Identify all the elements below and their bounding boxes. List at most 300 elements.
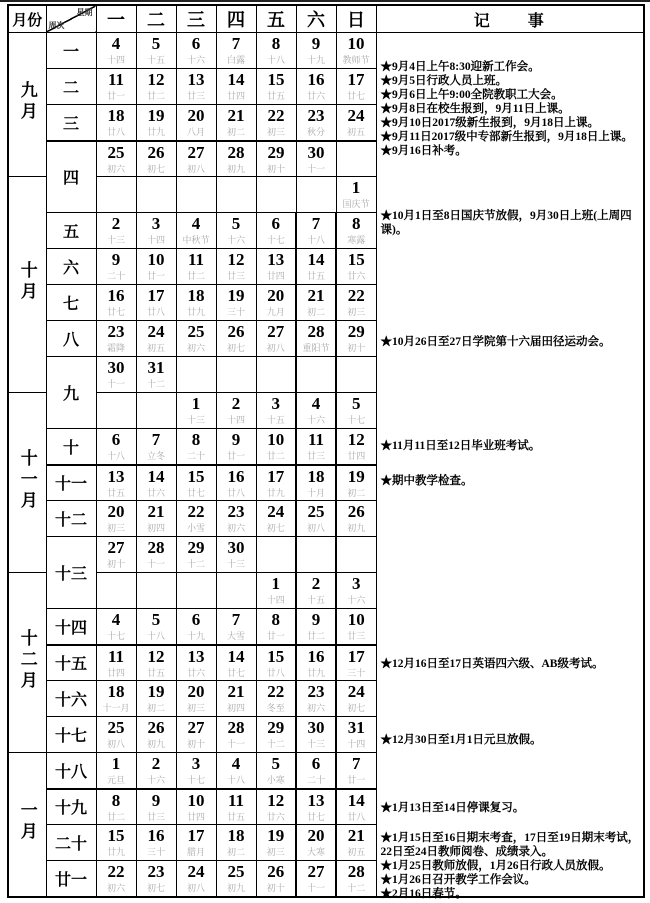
date-cell [96, 33, 136, 69]
date-number: 11 [227, 790, 245, 810]
date-cell [96, 69, 136, 105]
date-cell [336, 573, 376, 609]
lunar-date-label: 初六 [306, 703, 325, 713]
lunar-date-label: 初六 [106, 883, 125, 893]
lunar-date-label: 初三 [106, 523, 125, 533]
lunar-date-label: 初九 [347, 523, 366, 533]
date-cell [136, 285, 176, 321]
lunar-date-label: 廿五 [106, 487, 125, 498]
date-number: 10 [347, 34, 365, 53]
date-cell [136, 69, 176, 105]
date-cell [176, 105, 216, 141]
date-cell [216, 753, 256, 789]
date-number: 18 [187, 286, 205, 305]
date-cell [256, 393, 296, 429]
date-number: 26 [267, 862, 285, 881]
date-number: 17 [347, 646, 365, 666]
date-number: 5 [151, 34, 161, 53]
date-number: 27 [187, 718, 205, 737]
date-number: 11 [187, 250, 205, 269]
date-number [257, 537, 296, 557]
lunar-date-label: 元旦 [106, 775, 125, 785]
date-cell [256, 645, 296, 681]
lunar-date-label: 初六 [106, 163, 125, 174]
date-cell [96, 609, 136, 645]
date-cell [136, 213, 176, 249]
lunar-date-label: 腊月 [186, 847, 205, 857]
lunar-date-label: 三十 [347, 667, 366, 678]
date-number: 29 [187, 538, 205, 557]
lunar-date-label: 初八 [266, 343, 285, 353]
lunar-date-label: 廿四 [186, 811, 205, 822]
note-line: ★期中教学检查。 [380, 475, 473, 487]
lunar-date-label: 十六 [146, 775, 165, 785]
date-cell [136, 429, 176, 465]
lunar-date-label: 初五 [346, 127, 365, 137]
date-cell [96, 285, 136, 321]
date-number: 22 [187, 502, 205, 521]
date-number: 20 [187, 682, 205, 701]
date-number: 19 [347, 466, 365, 486]
date-cell [336, 321, 376, 357]
lunar-date-label: 廿七 [106, 307, 125, 317]
date-cell [256, 501, 296, 537]
lunar-date-label: 廿一 [347, 775, 366, 785]
date-number: 14 [227, 646, 245, 666]
date-cell [96, 141, 136, 177]
lunar-date-label: 廿八 [106, 127, 125, 137]
week-number-cell: 十二 [46, 501, 96, 537]
week-number-cell: 十八 [46, 753, 96, 789]
weekday-header: 日 [336, 5, 376, 33]
date-cell [336, 645, 376, 681]
date-cell [216, 717, 256, 753]
lunar-date-label: 十二 [146, 379, 165, 389]
lunar-date-label: 廿八 [146, 307, 165, 317]
date-number: 21 [227, 106, 245, 125]
date-cell [96, 681, 136, 717]
date-cell [216, 105, 256, 141]
date-cell [96, 213, 136, 249]
date-number: 4 [191, 214, 201, 233]
lunar-date-label: 十八 [266, 55, 285, 65]
date-number: 1 [351, 178, 361, 197]
date-cell [216, 681, 256, 717]
date-cell [336, 429, 376, 465]
lunar-date-label: 初二 [306, 307, 325, 317]
date-cell [96, 321, 136, 357]
date-cell [336, 393, 376, 429]
date-number: 21 [227, 682, 245, 701]
date-cell [256, 105, 296, 141]
date-number: 19 [147, 682, 165, 701]
date-cell [336, 357, 376, 393]
weekday-header: 二 [136, 5, 176, 33]
month-cell [8, 573, 46, 753]
date-number: 15 [267, 646, 285, 666]
calendar-table [7, 4, 645, 898]
date-number: 26 [347, 502, 365, 521]
lunar-date-label: 十二 [347, 883, 366, 893]
lunar-date-label: 秋分 [306, 127, 325, 137]
date-number: 29 [267, 142, 285, 162]
date-cell [176, 69, 216, 105]
lunar-date-label: 廿五 [226, 811, 245, 822]
week-number-cell: 十七 [46, 717, 96, 753]
date-number: 16 [107, 286, 125, 305]
date-cell [256, 33, 296, 69]
date-cell [256, 609, 296, 645]
date-cell [176, 681, 216, 717]
note-block [381, 474, 642, 488]
lunar-date-label: 廿七 [226, 667, 245, 678]
date-cell [176, 393, 216, 429]
date-number: 7 [151, 430, 161, 449]
lunar-date-label: 廿四 [347, 451, 366, 461]
lunar-date-label: 初三 [266, 847, 285, 857]
date-cell [216, 429, 256, 465]
date-cell [296, 645, 336, 681]
week-number-cell: 十四 [46, 609, 96, 645]
lunar-date-label: 初四 [146, 523, 165, 533]
date-number [137, 393, 176, 413]
date-number: 1 [191, 394, 201, 413]
lunar-date-label: 廿二 [266, 451, 285, 461]
date-number [337, 537, 376, 557]
date-number [177, 177, 216, 197]
note-block [381, 60, 642, 158]
date-cell [256, 717, 296, 753]
date-number: 28 [147, 538, 165, 557]
lunar-date-label: 十一 [106, 379, 125, 389]
date-number: 27 [307, 862, 325, 881]
date-number: 8 [271, 34, 281, 53]
month-label: 九月 [17, 81, 37, 123]
date-cell [96, 645, 136, 681]
lunar-date-label: 廿九 [266, 487, 285, 498]
date-cell [256, 825, 296, 861]
date-cell [336, 105, 376, 141]
lunar-date-label: 二十 [186, 451, 205, 461]
date-number: 23 [147, 862, 165, 881]
date-cell [296, 609, 336, 645]
lunar-date-label: 十六 [186, 55, 205, 65]
date-cell [216, 789, 256, 825]
date-number: 8 [111, 790, 121, 810]
date-number: 12 [147, 70, 165, 89]
date-cell [216, 393, 256, 429]
date-number: 30 [227, 538, 245, 557]
date-number: 13 [307, 790, 325, 810]
date-number: 7 [231, 610, 241, 629]
lunar-date-label: 初六 [186, 343, 205, 353]
date-number: 9 [231, 430, 241, 449]
note-line: ★9月11日2017级中专部新生报到，9月18日上课。 [380, 131, 633, 143]
date-number: 6 [311, 754, 321, 773]
date-number: 2 [231, 394, 241, 413]
lunar-date-label: 国庆节 [342, 199, 370, 209]
date-cell [296, 573, 336, 609]
lunar-date-label: 初十 [106, 559, 125, 569]
week-number-cell: 十一 [46, 465, 96, 501]
week-number-cell: 十三 [46, 537, 96, 609]
date-number: 11 [307, 430, 325, 449]
note-line: ★11月11日至12日毕业班考试。 [380, 440, 541, 452]
note-block [381, 801, 642, 815]
date-cell [176, 213, 216, 249]
week-number-cell: 七 [46, 285, 96, 321]
date-number: 16 [307, 646, 325, 666]
note-block [381, 209, 642, 237]
lunar-date-label: 初三 [266, 127, 285, 137]
date-number [137, 573, 176, 593]
date-cell [336, 33, 376, 69]
lunar-date-label: 初八 [186, 163, 205, 174]
date-cell [136, 825, 176, 861]
date-number: 12 [147, 646, 165, 666]
date-number: 5 [151, 610, 161, 629]
date-number [257, 357, 296, 377]
date-number: 16 [227, 466, 245, 486]
lunar-date-label: 初五 [146, 343, 165, 353]
lunar-date-label: 廿三 [146, 811, 165, 822]
date-cell [216, 69, 256, 105]
date-cell [176, 573, 216, 609]
date-cell [96, 105, 136, 141]
month-column-header: 月份 [8, 5, 46, 33]
note-line: ★9月8日在校生报到，9月11日上课。 [380, 103, 570, 115]
lunar-date-label: 白露 [226, 55, 245, 65]
date-cell [176, 429, 216, 465]
date-cell [136, 753, 176, 789]
date-number: 11 [107, 646, 125, 666]
lunar-date-label: 初二 [226, 127, 245, 137]
date-number: 11 [107, 70, 125, 89]
lunar-date-label: 十七 [266, 235, 285, 245]
weekday-header: 五 [256, 5, 296, 33]
date-cell [256, 573, 296, 609]
date-cell [176, 285, 216, 321]
date-number: 24 [187, 862, 205, 881]
date-cell [96, 501, 136, 537]
date-cell [256, 249, 296, 285]
date-cell [176, 537, 216, 573]
date-number: 22 [267, 106, 285, 125]
lunar-date-label: 十二 [266, 739, 285, 749]
date-number [217, 357, 256, 377]
date-number [337, 357, 376, 377]
date-number: 10 [267, 430, 285, 449]
date-number [217, 177, 256, 197]
date-cell [296, 789, 336, 825]
lunar-date-label: 初十 [186, 739, 205, 749]
date-cell [336, 285, 376, 321]
lunar-date-label: 九月 [266, 307, 285, 317]
date-cell [216, 213, 256, 249]
lunar-date-label: 初三 [347, 307, 366, 317]
date-cell [216, 321, 256, 357]
lunar-date-label: 初四 [226, 703, 245, 713]
date-number: 8 [271, 610, 280, 629]
week-number-cell: 十 [46, 429, 96, 465]
date-number: 24 [347, 106, 365, 125]
date-number: 25 [227, 862, 245, 881]
date-cell [96, 429, 136, 465]
lunar-date-label: 廿一 [226, 451, 245, 461]
note-line: ★1月25日教师放假，1月26日行政人员放假。 [380, 860, 611, 872]
lunar-date-label: 十四 [226, 415, 245, 425]
date-number: 19 [267, 826, 285, 845]
date-number: 28 [347, 862, 365, 881]
lunar-date-label: 廿七 [186, 487, 205, 498]
lunar-date-label: 小寒 [266, 775, 285, 785]
date-number [97, 177, 136, 197]
week-number-cell: 十六 [46, 681, 96, 717]
date-cell [256, 141, 296, 177]
date-cell [96, 177, 136, 213]
lunar-date-label: 十三 [226, 559, 245, 569]
date-cell [256, 285, 296, 321]
date-cell [136, 789, 176, 825]
note-line: ★12月16日至17日英语四六级、AB级考试。 [380, 658, 604, 670]
month-cell [8, 177, 46, 393]
date-cell [216, 501, 256, 537]
note-line: ★9月16日补考。 [380, 145, 467, 157]
date-cell [296, 321, 336, 357]
date-number: 2 [311, 574, 321, 593]
lunar-date-label: 中秋节 [182, 235, 210, 245]
lunar-date-label: 廿二 [186, 271, 205, 281]
date-cell [96, 537, 136, 573]
date-cell [256, 357, 296, 393]
date-cell [336, 465, 376, 501]
date-cell [176, 717, 216, 753]
date-number: 4 [311, 394, 321, 413]
date-cell [296, 861, 336, 897]
date-number: 7 [352, 754, 361, 773]
date-number: 29 [347, 322, 365, 341]
lunar-date-label: 十五 [266, 415, 285, 425]
week-weekday-diagonal-header [46, 5, 96, 33]
date-cell [176, 321, 216, 357]
date-number: 14 [307, 250, 325, 269]
lunar-date-label: 廿四 [266, 271, 285, 281]
date-number: 21 [347, 826, 365, 845]
date-number [337, 142, 376, 162]
date-number: 26 [147, 142, 165, 162]
date-cell [136, 861, 176, 897]
date-number: 6 [191, 610, 201, 629]
lunar-date-label: 十七 [186, 775, 205, 785]
lunar-date-label: 初七 [146, 163, 165, 174]
date-number: 9 [311, 610, 321, 629]
date-number: 13 [187, 646, 205, 666]
date-number: 23 [107, 322, 125, 341]
date-cell [136, 681, 176, 717]
lunar-date-label: 十一 [306, 163, 325, 174]
lunar-date-label: 廿四 [106, 667, 125, 678]
date-number: 16 [147, 826, 165, 845]
weekday-header: 三 [176, 5, 216, 33]
lunar-date-label: 二十 [306, 775, 325, 785]
lunar-date-label: 初九 [226, 163, 245, 174]
date-cell [216, 141, 256, 177]
date-cell [176, 177, 216, 213]
date-cell [176, 609, 216, 645]
month-cell [8, 33, 46, 177]
date-number: 28 [307, 322, 325, 341]
date-cell [296, 69, 336, 105]
lunar-date-label: 十一 [306, 883, 325, 893]
date-cell [336, 681, 376, 717]
date-cell [136, 573, 176, 609]
lunar-date-label: 十四 [266, 595, 285, 605]
lunar-date-label: 廿六 [146, 487, 165, 498]
date-cell [216, 177, 256, 213]
lunar-date-label: 大寒 [306, 847, 325, 857]
date-cell [96, 825, 136, 861]
month-label: 十一月 [17, 448, 37, 512]
lunar-date-label: 廿二 [106, 811, 125, 822]
date-number: 4 [231, 754, 241, 773]
lunar-date-label: 初三 [186, 703, 205, 713]
date-number: 22 [107, 862, 125, 881]
week-number-cell: 六 [46, 249, 96, 285]
date-number: 17 [267, 466, 285, 486]
note-line: ★10月1日至8日国庆节放假，9月30日上班(上周四课)。 [380, 210, 632, 236]
date-cell [336, 141, 376, 177]
date-number: 12 [227, 250, 245, 269]
lunar-date-label: 廿六 [266, 811, 285, 822]
date-cell [296, 141, 336, 177]
week-number-cell: 九 [46, 357, 96, 429]
note-line: ★12月30日至1月1日元旦放假。 [380, 734, 542, 746]
date-cell [176, 861, 216, 897]
date-number: 7 [231, 34, 241, 53]
note-line: ★1月13日至14日停课复习。 [380, 802, 525, 814]
date-number [297, 177, 336, 197]
date-cell [136, 105, 176, 141]
week-number-cell: 二十 [46, 825, 96, 861]
date-number: 9 [111, 250, 121, 269]
lunar-date-label: 十月 [306, 487, 325, 498]
date-number [297, 537, 335, 557]
date-number: 18 [107, 106, 125, 125]
date-number [97, 573, 136, 593]
date-cell [336, 753, 376, 789]
date-cell [336, 69, 376, 105]
date-cell [136, 33, 176, 69]
date-cell [136, 141, 176, 177]
date-number: 12 [267, 790, 285, 810]
note-line: ★9月5日行政人员上班。 [380, 75, 507, 87]
lunar-date-label: 十九 [306, 55, 325, 65]
date-number: 30 [307, 718, 325, 737]
lunar-date-label: 廿八 [226, 487, 245, 498]
week-number-cell: 二 [46, 69, 96, 105]
date-cell [256, 465, 296, 501]
date-cell [296, 717, 336, 753]
date-number: 18 [227, 826, 245, 845]
lunar-date-label: 廿三 [226, 271, 245, 281]
lunar-date-label: 寒露 [347, 235, 366, 245]
lunar-date-label: 廿一 [106, 91, 125, 101]
date-number: 15 [347, 250, 365, 269]
lunar-date-label: 十二 [186, 559, 205, 569]
date-number: 9 [151, 790, 161, 810]
lunar-date-label: 廿五 [306, 271, 325, 281]
date-number: 2 [111, 214, 121, 233]
